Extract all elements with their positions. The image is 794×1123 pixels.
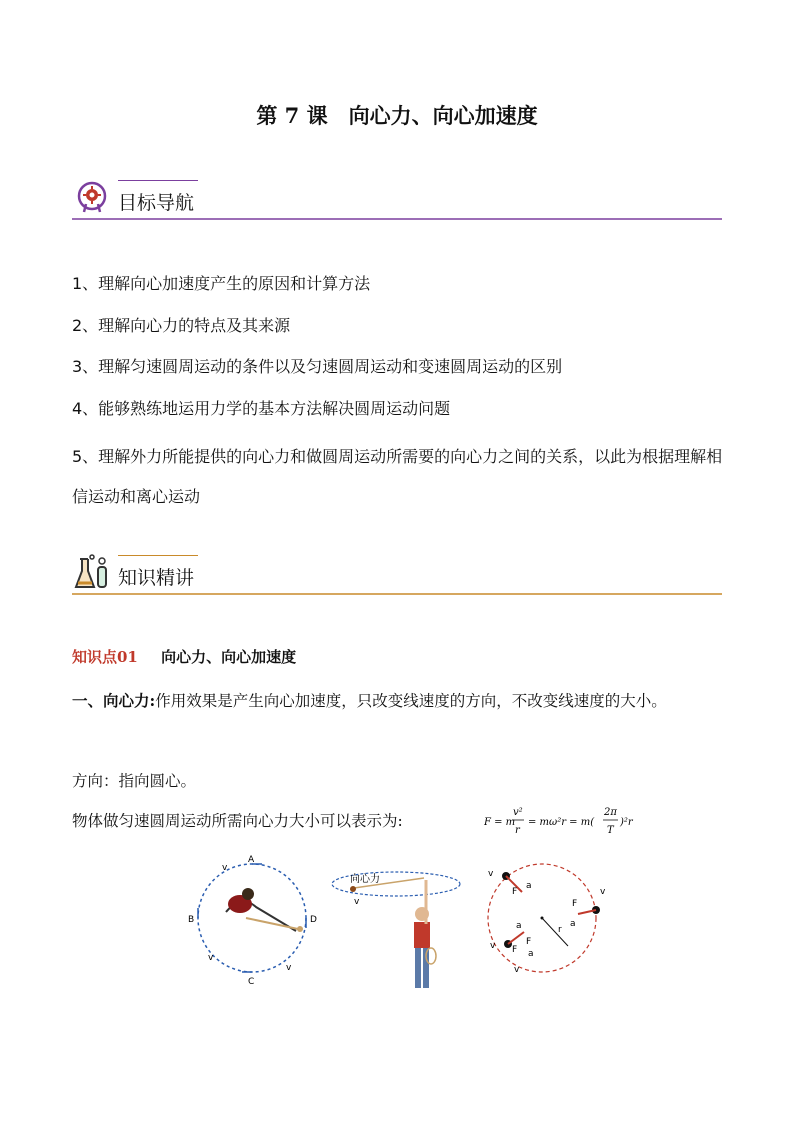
direction-text: 方向：指向圆心。 — [72, 772, 197, 790]
label-v-right: v — [286, 963, 292, 973]
label-a-4: a — [528, 949, 534, 959]
lesson-title: 第 7 课 向心力、向心加速度 — [256, 103, 538, 128]
heading-underline — [72, 593, 722, 596]
figure-force-vectors — [488, 864, 606, 975]
term-label: 一、向心力: — [72, 691, 156, 710]
label-r: r — [558, 925, 562, 935]
label-a-1: a — [526, 881, 532, 891]
centripetal-figures — [186, 852, 616, 1000]
section-goal-navigation — [72, 178, 722, 226]
formula-mid: = mω²r = m( — [528, 817, 595, 828]
label-B: B — [188, 915, 195, 925]
heading-top-rule — [118, 555, 198, 556]
heading-top-rule — [118, 180, 198, 181]
formula-T: T — [607, 825, 614, 836]
label-C: C — [248, 977, 255, 987]
section-heading: 知识精讲 — [118, 567, 195, 589]
goal-item-2: 2、理解向心力的特点及其来源 — [72, 316, 291, 335]
goal-item-5: 5、理解外力所能提供的向心力和做圆周运动所需要的向心力之间的关系，以此为根据理解相信运动和离心运动 — [72, 447, 723, 506]
label-centripetal-force: 向心力 — [350, 874, 380, 885]
formula-2pi: 2π — [604, 807, 617, 818]
figure-circular-motion-person — [188, 855, 317, 987]
label-D: D — [310, 915, 317, 925]
heading-underline — [72, 218, 722, 221]
definition-paragraph — [72, 686, 732, 716]
knowledge-point-tag: 知识点01 — [72, 648, 138, 666]
lab-flask-icon — [72, 553, 112, 593]
label-v-3: v — [490, 941, 496, 951]
label-F-3: F — [526, 937, 532, 947]
label-v: v — [354, 897, 360, 907]
knowledge-point-title: 向心力、向心加速度 — [161, 648, 297, 666]
label-v-4: v — [514, 965, 520, 975]
definition-text: 作用效果是产生向心加速度，只改变线速度的方向，不改变线速度的大小。 — [155, 692, 667, 710]
label-F-4: F — [512, 945, 518, 955]
goal-item-4: 4、能够熟练地运用力学的基本方法解决圆周运动问题 — [72, 399, 451, 418]
brain-gear-icon — [72, 178, 112, 218]
formula-end: )²r — [620, 817, 633, 828]
label-A: A — [248, 855, 255, 865]
goal-item-3: 3、理解匀速圆周运动的条件以及匀速圆周运动和变速圆周运动的区别 — [72, 357, 563, 376]
section-knowledge — [72, 553, 722, 601]
section-heading: 目标导航 — [118, 192, 195, 214]
label-v-1: v — [488, 869, 494, 879]
formula-intro: 物体做匀速圆周运动所需向心力大小可以表示为: — [72, 812, 403, 830]
label-v-top: v — [222, 863, 228, 873]
formula-v2: v² — [513, 807, 523, 818]
label-F-2: F — [572, 899, 578, 909]
formula-r: r — [515, 825, 520, 836]
label-F-1: F — [512, 887, 518, 897]
label-a-2: a — [570, 919, 576, 929]
knowledge-point-heading — [72, 646, 296, 667]
formula-lhs: F = m — [484, 817, 516, 828]
label-v-2: v — [600, 887, 606, 897]
label-a-3: a — [516, 921, 522, 931]
goal-item-1: 1、理解向心加速度产生的原因和计算方法 — [72, 274, 371, 293]
figure-rope-swing — [332, 872, 460, 988]
label-v-left: v — [208, 953, 214, 963]
centripetal-force-formula — [484, 801, 654, 841]
